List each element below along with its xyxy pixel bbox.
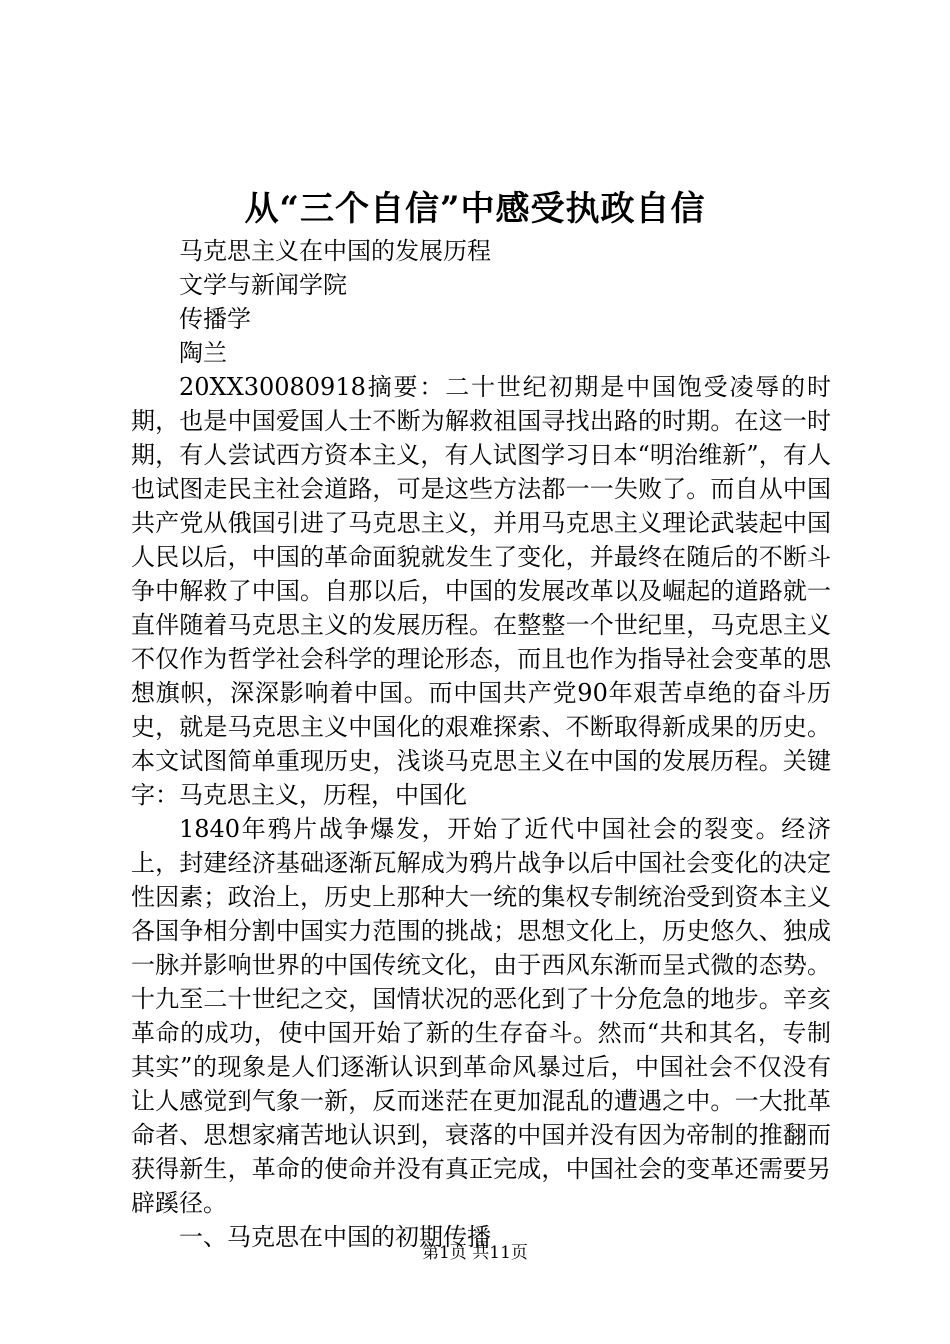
meta-school: 文学与新闻学院 <box>179 271 347 299</box>
body-paragraph: 1840年鸦片战争爆发，开始了近代中国社会的裂变。经济上，封建经济基础逐渐瓦解成为鸦片战争以后中国社会变化的决定性因素；政治上，历史上那种大一统的集权专制统治受到资本主义各国争相分割中国实力范围的挑战；思想文化上，历史悠久、独成一脉并影响世界的中国传统文化，由于西风东渐而呈式微的态势。十九至二十世纪之交，国情状况的恶化到了十分危急的地步。辛亥革命的成功，使中国开始了新的生存奋斗。然而“共和其名，专制其实”的现象是人们逐渐认识到革命风暴过后，中国社会不仅没有让人感觉到气象一新，反而迷茫在更加混乱的遭遇之中。一大批革命者、思想家痛苦地认识到，衰落的中国并没有因为帝制的推翻而获得新生，革命的使命并没有真正完成，中国社会的变革还需要另辟蹊径。 <box>131 815 831 1217</box>
section-heading: 一、马克思在中国的初期传播 <box>179 1223 491 1251</box>
page-footer: 第1页 共11页 <box>422 1243 528 1263</box>
meta-author: 陶兰 <box>179 339 227 367</box>
meta-topic: 马克思主义在中国的发展历程 <box>179 237 491 265</box>
document-body <box>131 234 831 1254</box>
meta-major: 传播学 <box>179 305 251 333</box>
document-title: 从“三个自信”中感受执政自信 <box>244 189 706 229</box>
abstract-paragraph: 20XX30080918摘要：二十世纪初期是中国饱受凌辱的时期，也是中国爱国人士不断为解救祖国寻找出路的时期。在这一时期，有人尝试西方资本主义，有人试图学习日本“明治维新”，有人也试图走民主社会道路，可是这些方法都一一失败了。而自从中国共产党从俄国引进了马克思主义，并用马克思主义理论武装起中国人民以后，中国的革命面貌就发生了变化，并最终在随后的不断斗争中解救了中国。自那以后，中国的发展改革以及崛起的道路就一直伴随着马克思主义的发展历程。在整整一个世纪里，马克思主义不仅作为哲学社会科学的理论形态，而且也作为指导社会变革的思想旗帜，深深影响着中国。而中国共产党90年艰苦卓绝的奋斗历史，就是马克思主义中国化的艰难探索、不断取得新成果的历史。本文试图简单重现历史，浅谈马克思主义在中国的发展历程。关键字：马克思主义，历程，中国化 <box>131 373 831 809</box>
